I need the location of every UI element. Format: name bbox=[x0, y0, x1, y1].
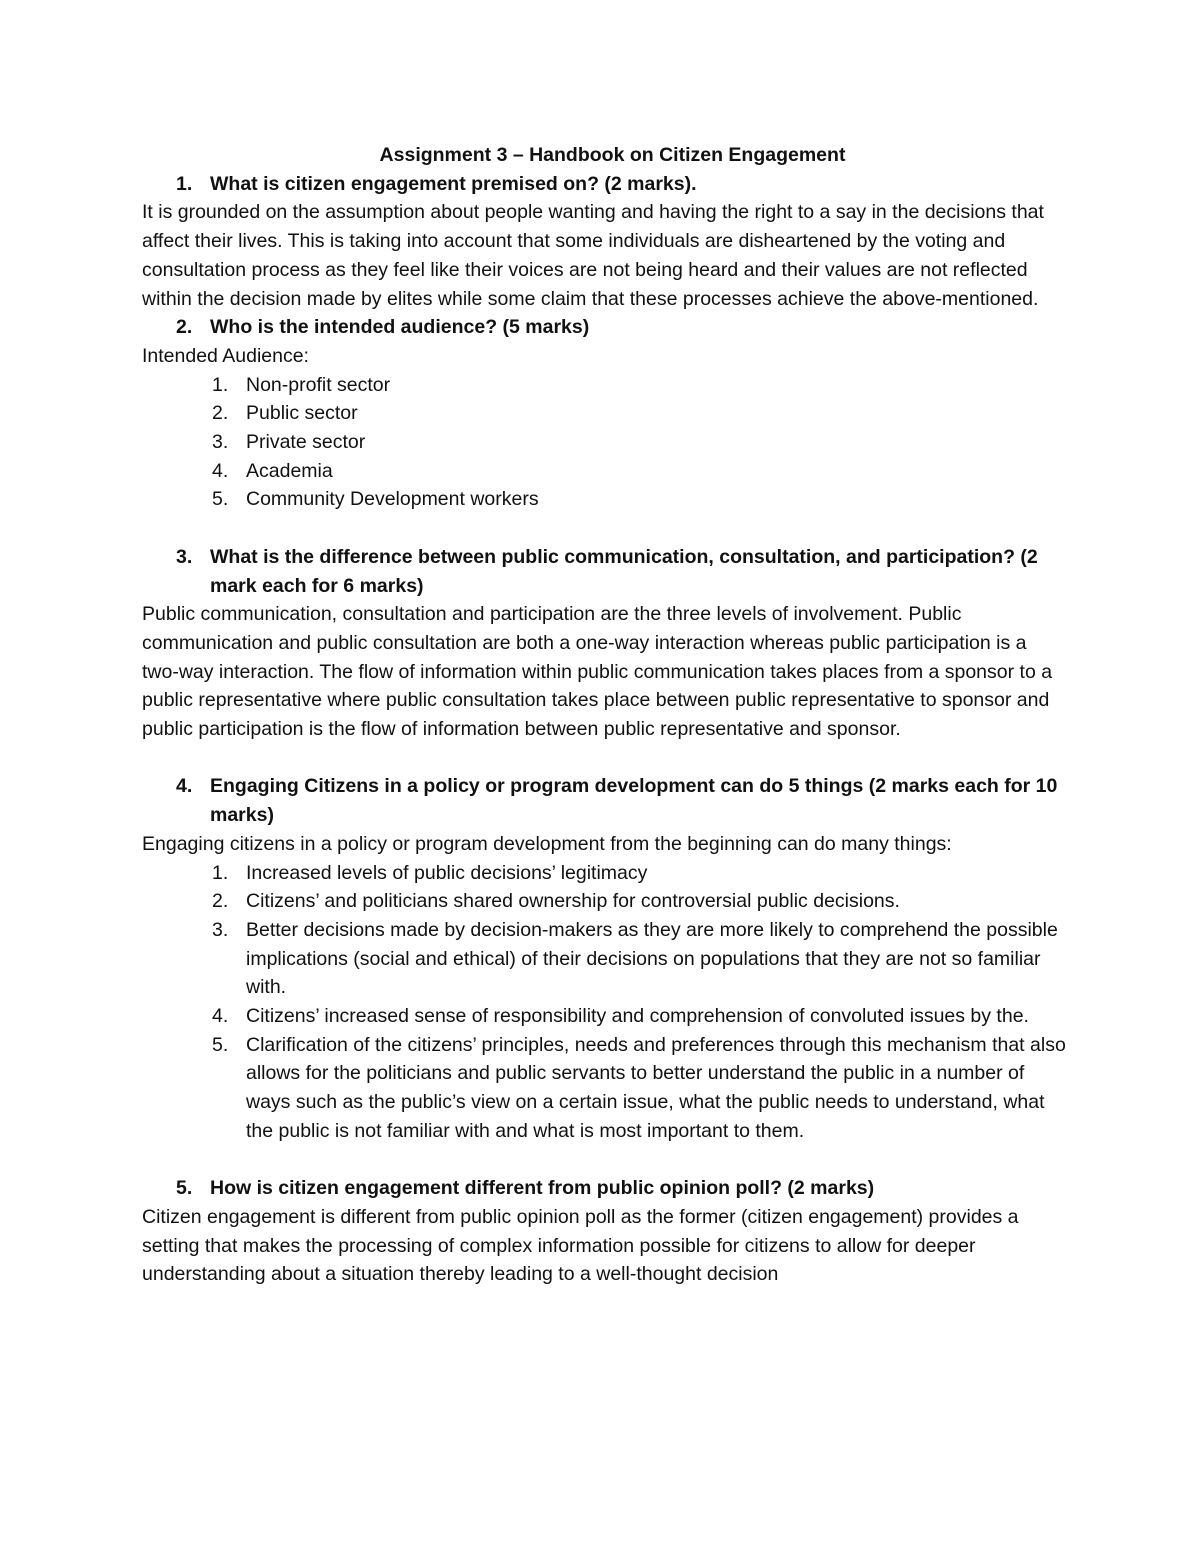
list-item bbox=[142, 916, 1067, 1002]
question-number: 5. bbox=[176, 1177, 193, 1200]
answer-3: Public communication, consultation and participation are the three levels of involvement. Public communication and public consultation are both a one-way interaction whereas public participation is a two-way interaction. The flow of information within public communication takes places from a sponsor to a public representative where public consultation takes place between public representative to sponsor and public participation is the flow of information between public representative and sponsor. bbox=[142, 603, 1053, 741]
question-number: 3. bbox=[176, 545, 193, 568]
list-item-number: 1. bbox=[212, 861, 229, 884]
benefits-list bbox=[142, 859, 1067, 1146]
list-item-text: Private sector bbox=[246, 431, 366, 454]
list-item bbox=[142, 428, 1067, 457]
list-item-number: 3. bbox=[212, 918, 229, 941]
document-title: Assignment 3 – Handbook on Citizen Engagement bbox=[379, 144, 846, 166]
list-item bbox=[142, 887, 1067, 916]
question-number: 2. bbox=[176, 316, 193, 339]
question-text: Who is the intended audience? (5 marks) bbox=[210, 316, 590, 339]
question-text: How is citizen engagement different from public opinion poll? (2 marks) bbox=[210, 1177, 875, 1200]
list-item bbox=[142, 457, 1067, 486]
question-5 bbox=[142, 1174, 1067, 1203]
list-item-text: Citizens’ and politicians shared ownership for controversial public decisions. bbox=[246, 890, 900, 913]
spacer bbox=[142, 514, 1067, 543]
spacer bbox=[142, 1146, 1067, 1175]
question-number: 1. bbox=[176, 172, 193, 195]
list-item-number: 4. bbox=[212, 1005, 229, 1028]
document-page bbox=[142, 141, 1067, 1289]
question-number: 4. bbox=[176, 775, 193, 798]
list-item-text: Clarification of the citizens’ principles, needs and preferences through this mechanism that also allows for the politicians and public servants to better understand the public in a number of ways such as the public’s view on a certain issue, what the public needs to understand, what the public is not familiar with and what is most important to them. bbox=[246, 1033, 1066, 1142]
list-item-text: Academia bbox=[246, 459, 333, 482]
list-item-number: 4. bbox=[212, 459, 229, 482]
list-item-number: 3. bbox=[212, 431, 229, 454]
question-text: What is the difference between public communication, consultation, and participation? (2 mark each for 6 marks) bbox=[210, 545, 1038, 597]
list-item bbox=[142, 859, 1067, 888]
question-text: Engaging Citizens in a policy or program development can do 5 things (2 marks each for 10 marks) bbox=[210, 775, 1058, 827]
list-item bbox=[142, 485, 1067, 514]
list-item-text: Non-profit sector bbox=[246, 373, 391, 396]
question-2 bbox=[142, 313, 1067, 342]
list-item-number: 2. bbox=[212, 890, 229, 913]
list-item-text: Increased levels of public decisions’ legitimacy bbox=[246, 861, 648, 884]
spacer bbox=[142, 744, 1067, 773]
list-item-number: 5. bbox=[212, 1033, 229, 1056]
list-item-number: 5. bbox=[212, 488, 229, 511]
list-item bbox=[142, 399, 1067, 428]
list-item-text: Public sector bbox=[246, 402, 358, 425]
list-item bbox=[142, 1031, 1067, 1146]
list-item bbox=[142, 371, 1067, 400]
answer-1: It is grounded on the assumption about people wanting and having the right to a say in the decisions that affect their lives. This is taking into account that some individuals are disheartened by the voting and consultation process as they feel like their voices are not being heard and their values are not reflected within the decision made by elites while some claim that these processes achieve the above-mentioned. bbox=[142, 201, 1044, 310]
question-3 bbox=[142, 543, 1067, 600]
list-item-text: Community Development workers bbox=[246, 488, 539, 511]
question-1 bbox=[142, 170, 1067, 199]
answer-2-intro: Intended Audience: bbox=[142, 344, 309, 367]
list-item-number: 2. bbox=[212, 402, 229, 425]
list-item-text: Citizens’ increased sense of responsibility and comprehension of convoluted issues by the. bbox=[246, 1005, 1029, 1028]
question-text: What is citizen engagement premised on? (2 marks). bbox=[210, 172, 697, 195]
answer-5: Citizen engagement is different from public opinion poll as the former (citizen engagement) provides a setting that makes the processing of complex information possible for citizens to allow for deeper understanding about a situation thereby leading to a well-thought decision bbox=[142, 1205, 1019, 1286]
audience-list bbox=[142, 371, 1067, 515]
question-4 bbox=[142, 772, 1067, 829]
list-item bbox=[142, 1002, 1067, 1031]
list-item-number: 1. bbox=[212, 373, 229, 396]
answer-4-intro: Engaging citizens in a policy or program development from the beginning can do many things: bbox=[142, 832, 952, 855]
list-item-text: Better decisions made by decision-makers as they are more likely to comprehend the possible implications (social and ethical) of their decisions on populations that they are not so familiar with. bbox=[246, 918, 1058, 999]
